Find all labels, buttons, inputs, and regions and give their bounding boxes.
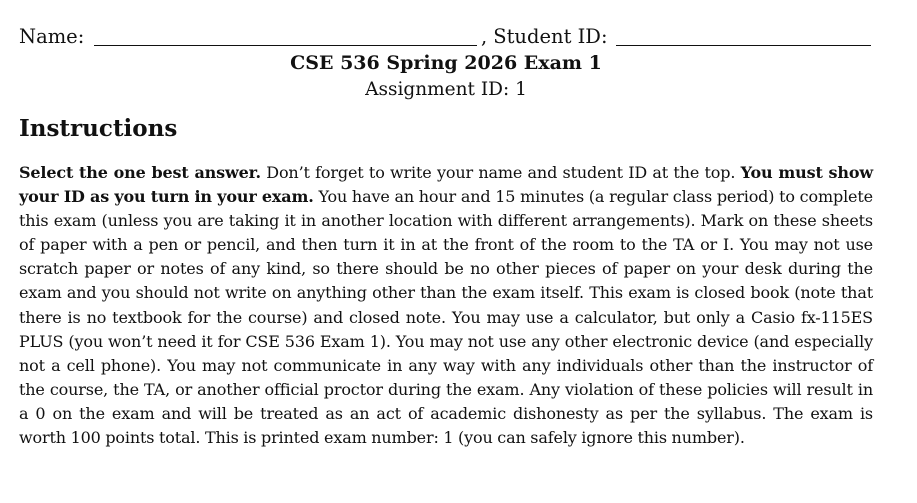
header-separator: ,	[481, 24, 488, 48]
instruction-bold-1: Select the one best answer.	[19, 163, 261, 182]
instruction-text-2: You have an hour and 15 minutes (a regular class period) to complete this exam (unless you are taking it in another location with different arrangements). Mark on these sheets of paper with a pen or pencil, and then turn it in at the front of the room to the TA or I. You may not use scratch paper or notes of any kind, so there should be no other pieces of paper on your desk during the exam and you should not write on anything other than the exam itself. This exam is closed book (note that there is no textbook for the course) and closed note. You may use a calculator, but only a Casio fx-115ES PLUS (you won’t need it for CSE 536 Exam 1). You may not use any other electronic device (and especially not a cell phone). You may not communicate in any way with any individuals other than the instructor of the course, the TA, or another official proctor during the exam. Any violation of these policies will result in a 0 on the exam and will be treated as an act of academic dishonesty as per the syllabus. The exam is worth 100 points total. This is printed exam number: 1 (you can safely ignore this number).	[19, 187, 873, 448]
instruction-text-1: Don’t forget to write your name and student ID at the top.	[260, 163, 741, 182]
instructions-paragraph	[19, 161, 873, 450]
header-line	[19, 18, 873, 46]
instruction-bold-2: You must show your ID as you turn in your exam.	[19, 163, 874, 207]
student-id-blank	[616, 25, 871, 46]
name-label: Name:	[19, 24, 85, 48]
instructions-heading: Instructions	[19, 115, 178, 142]
name-blank	[94, 25, 477, 46]
student-id-label: Student ID:	[493, 24, 608, 48]
assignment-id: Assignment ID: 1	[365, 79, 527, 100]
exam-title: CSE 536 Spring 2026 Exam 1	[290, 52, 602, 74]
